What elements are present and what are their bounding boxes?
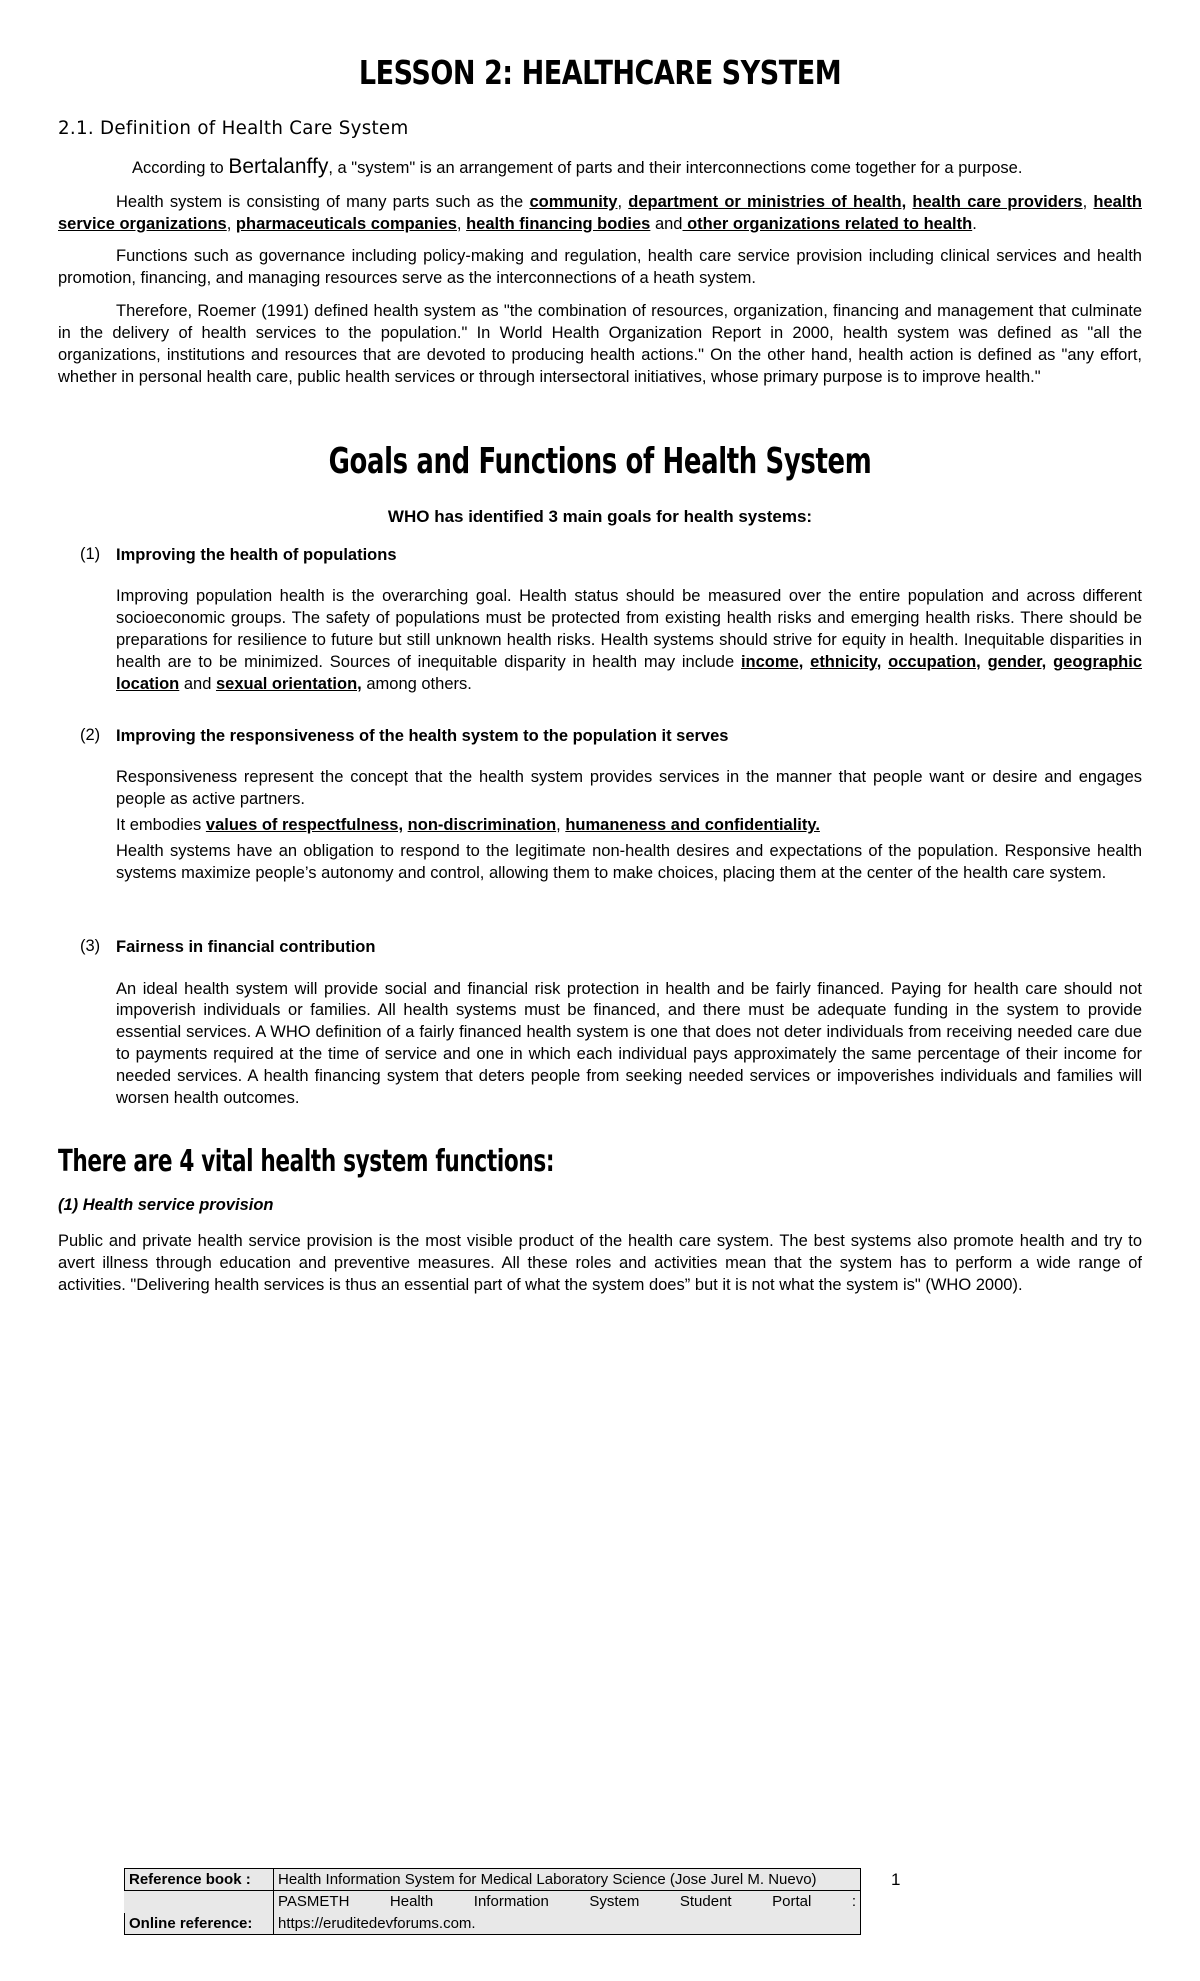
term-health-financing-bodies: health financing bodies [466,214,651,233]
paragraph-functions: Functions such as governance including policy-making and regulation, health care service provision including clinical services and health promotion, financing, and managing resources serve as the interconnections of a heath system. [58,247,1142,288]
health-system-parts-intro: Health system is consisting of many parts such as the [116,192,530,211]
term-occupation: occupation, [888,653,981,672]
goal-1-paragraph [116,586,1142,696]
functions-section-heading: There are 4 vital health system functions: [58,1144,555,1180]
online-reference-value-line1: PASMETH Health Information System Student Portal : [274,1891,861,1913]
term-gender: gender, [987,653,1047,672]
goal-body-3 [116,979,1142,1111]
goal-title-1: Improving the health of populations [116,545,397,564]
online-reference-label: Online reference: [125,1913,274,1935]
goal-2-embodies-pre: It embodies [116,816,206,835]
reference-book-label: Reference book : [125,1868,274,1891]
goal-number-2: (2) [80,725,101,744]
table-row-reference-book [125,1868,861,1891]
goal-item-1 [58,545,1142,566]
term-other-organizations: other organizations related to health [682,214,973,233]
function-1-paragraph: Public and private health service provision is the most visible product of the health care system. The best systems also promote health and try to avert illness through education and preventive measures. All these roles and activities mean that the system has to perform a wide range of activities. "Delivering health services is thus an essential part of what the system does” but it is not what the system is" (WHO 2000). [58,1231,1142,1294]
reference-book-value: Health Information System for Medical Laboratory Science (Jose Jurel M. Nuevo) [274,1868,861,1891]
paragraph-definition [58,153,1142,181]
term-pharmaceuticals-companies: pharmaceuticals companies [235,214,457,233]
spacer [58,700,1142,726]
term-health-care-providers: health care providers [912,192,1083,211]
term-geographic-location: geographic location [116,653,1143,694]
term-income: income, [740,653,804,672]
term-values-of-respectfulness: values of respectfulness, [205,816,404,835]
who-goals-subheading: WHO has identified 3 main goals for health systems: [387,506,813,526]
term-sexual-orientation: sexual orientation, [215,675,362,694]
term-humaneness-confidentiality: humaneness and confidentiality. [565,816,820,835]
goal-item-2 [58,726,1142,747]
goal-1-text-pre: Improving population health is the overarching goal. Health status should be measured over the entire population and across different socioeconomic groups. The safety of populations must be protected from existing health risks and emerging health risks. There should be preparations for resilience to future but still unknown health risks. Health systems should strive for equity in health. Inequitable disparities in health are to be minimized. Sources of inequitable disparity in health may include [116,587,1142,672]
term-community: community [529,192,618,211]
term-non-discrimination: non-discrimination [407,816,557,835]
page-footer [58,1868,1142,1936]
page-title: LESSON 2: HEALTHCARE SYSTEM [358,53,842,92]
function-1-title: (1) Health service provision [58,1195,274,1214]
goal-body-2 [116,767,1142,885]
term-ethnicity: ethnicity, [810,653,882,672]
goal-item-3 [58,937,1142,958]
goal-number-1: (1) [80,544,101,563]
term-department-ministries: department or ministries of health, [628,192,907,211]
online-reference-value-line2[interactable]: https://eruditedevforums.com. [274,1913,861,1935]
section-label: 2.1. Definition of Health Care System [58,116,409,139]
paragraph-definition-pre: According to [132,158,229,177]
goal-number-3: (3) [80,937,101,956]
table-row-online-reference-url [125,1913,861,1935]
goal-2-paragraph-1: Responsiveness represent the concept that the health system provides services in the manner that people want or desire and engages people as active partners. [116,768,1142,809]
page-number: 1 [891,1869,901,1889]
goal-title-3: Fairness in financial contribution [116,938,376,957]
spacer [58,889,1142,937]
spacer [58,753,1142,767]
paragraph-definition-post: , a "system" is an arrangement of parts and their interconnections come together for a purpose. [328,158,1023,177]
health-system-parts-end: . [972,214,977,233]
author-name-bertalanffy: Bertalanffy [228,154,329,178]
spacer [58,572,1142,586]
goal-3-paragraph: An ideal health system will provide social and financial risk protection in health and be fairly financed. Paying for health care should not impoverish individuals or families. All health systems must be financed, and there must be adequate funding in the system to provide essential services. A WHO definition of a fairly financed health system is one that does not deter individuals from receiving needed care due to payments required at the time of service and one in which each individual pays approximately the same percentage of their income for needed services. A health financing system that deters people from seeking needed services or impoverishes individuals and families will worsen health outcomes. [116,979,1142,1108]
paragraph-roemer-who: Therefore, Roemer (1991) defined health system as "the combination of resources, organization, financing and management that culminate in the delivery of health services to the population." In World Health Organization Report in 2000, health system was defined as "all the organizations, institutions and resources that are devoted to producing health actions." On the other hand, health action is defined as "any effort, whether in personal health care, public health services or through intersectoral initiatives, whose primary purpose is to improve health." [58,302,1142,387]
goal-1-and: and [179,675,216,694]
health-system-parts-and: and [650,214,683,233]
goal-1-text-post: among others. [361,675,472,694]
goal-body-1 [116,586,1142,696]
reference-table [124,1868,861,1936]
goals-section-heading: Goals and Functions of Health System [328,441,872,483]
paragraph-health-system-parts: Health system is consisting of many parts such as the community, department or ministries of health, health care providers, health service organizations, pharmaceuticals companies, health financing bodies and other organizations related to health. [58,192,1142,233]
online-reference-spacer [125,1891,274,1913]
goal-2-paragraph-3: Health systems have an obligation to respond to the legitimate non-health desires and expectations of the population. Responsive health systems maximize people’s autonomy and control, allowing them to make choices, placing them at the center of the health care system. [116,842,1142,883]
goal-2-paragraph-2: It embodies values of respectfulness, non-discrimination, humaneness and confidentiality. [116,816,820,835]
spacer [58,965,1142,979]
table-row-online-reference [125,1891,861,1913]
goal-title-2: Improving the responsiveness of the health system to the population it serves [116,726,729,745]
term-health-service-organizations: health service organizations [58,192,1142,233]
